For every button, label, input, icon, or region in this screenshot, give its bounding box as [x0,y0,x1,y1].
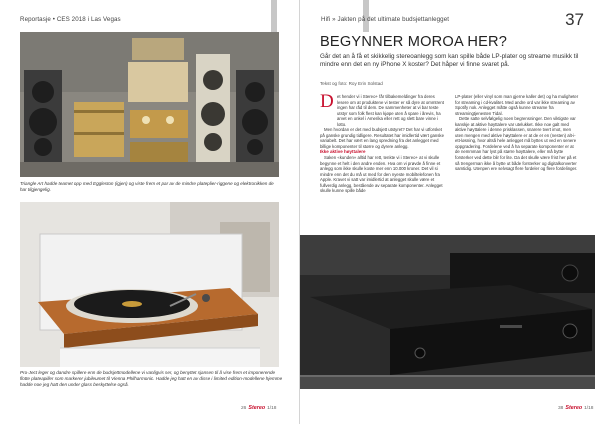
folio-page-number: 26 [241,405,247,411]
body-paragraph: et hender vi i Stereo+ får tilbakemeldinger fra deres lesere om at produktene vi tester er så dyre at ommtrent ingen har råd til dem. De sammenheter at vi bar teste utstyr som folk flest kan kjøpe uten å spare i årevis, ha arvet en onkel i Amerika eller rett og slett bare vinne i lotto. [337,94,444,127]
folio-left [241,405,276,411]
body-paragraph: LP-plater (eller vinyl som man gjerne kaller det) og ha muligheter for streaming i cd-kvalitet. Med andre ord var ikke streaming av Spotify nok. Anlegget måtte også kunne streame fra streamingtjenesten Tidal. [455,94,579,116]
article-lead: Går det an å få et skikkelig stereoanlegg som kan spille både LP-plater og streame musikk til mindre enn det en ny iPhone X koster? Det håper vi finne svaret på. [320,53,579,68]
stereo-logo: Stereo [248,405,266,411]
body-paragraph: Dette satte selvfølgelig noen begrensninger. Den viktigste var kanskje at aktive høyttalere var utelukket. Ikke noe galt med aktive høyttalere i denne prisklassen, snarere tvert imot, men uten mengen med aktive høyttalere er at de er en (nesten) alt-i-ett-løsning, hvor altså hele anlegget må byttes ut ved en senere oppgradering. Fordelene ved å ha separate komponenter er at de nemmman har lyst på større høyttalere, eller må bytte forsterker ved dette blir for lite. Da det skulle være frist her på et så trengerman ikke å bytte ut både forsterker og digitalkonverter samtidig. Utenpen ere selvsagt flere fordeler og flere fordelinger. [455,116,578,172]
body-paragraph: Saken «kunden» alltid har rett, tenkte vi i Stereo+ at vi skulle begynne et helt i den andre enden. Hva om vi prøvde å finne et anlegg som ikke skulle koste mer enn 10.000 kroner. Det vil si mindre enn det du må ut med for den nyeste mobiltelefonen fra Apple. Kravet vi satt var imidlertid at anlegget skulle være et fullverdig anlegg, bestående av separate komponenter. Anlegget skulle kunne spille både [320,155,443,194]
folio-page-number: 38 [558,405,564,411]
article-byline: Tekst og foto: Roy Erin Solstad [320,81,383,86]
photo-amplifier-stack [300,235,595,389]
running-head-left: Reportasje • CES 2018 i Las Vegas [20,16,121,23]
page-number: 37 [565,10,584,29]
subheading: Ikke aktive høyttalere [320,149,366,155]
stereo-logo: Stereo [565,405,583,411]
body-paragraph: Men hvordan er det med budsjett utstyret? Det har vi utforsket på ganske grundig tidligere. Resultatet har imidlertid vært ganske variabelt. Det har vært en lang spredning fra det anlegget med billige komponenter til større og dyrere anlegg. [320,127,444,149]
article-headline: BEGYNNER MOROA HER? [320,34,508,50]
body-column-1 [320,91,444,194]
caption-speakers: Triangle Art hadde teamet opp med Eggleston (igjen) og viste frem et par av de mindre plateplier-riggene og elektronikken de har tilgjengelig. [20,181,274,192]
folio-issue: 1/18 [267,405,277,411]
body-column-2 [455,94,579,172]
photo-turntable [20,202,279,367]
drop-cap: D [320,91,334,112]
caption-turntable: Pro-Ject leger og dandre spillere enn de budsjettmodellene vi vanligvis ser, og benyttet sjansen til å vise frem et imponerende flotte plateapiller som markerer jubileumet til Vienna Philharmonic. Hadde jeg hatt en av disse i limited edition-modellene hjemme hadde noe jeg hatt den under glass beskyttelse også. [20,370,283,387]
folio-issue: 1/18 [584,405,594,411]
running-head-right: Hifi » Jakten på det ultimate budsjettanlegget [321,16,450,23]
right-page [300,0,600,424]
folio-right [558,405,593,411]
photo-speakers-display [20,32,279,177]
page-tab-bar [271,0,277,32]
